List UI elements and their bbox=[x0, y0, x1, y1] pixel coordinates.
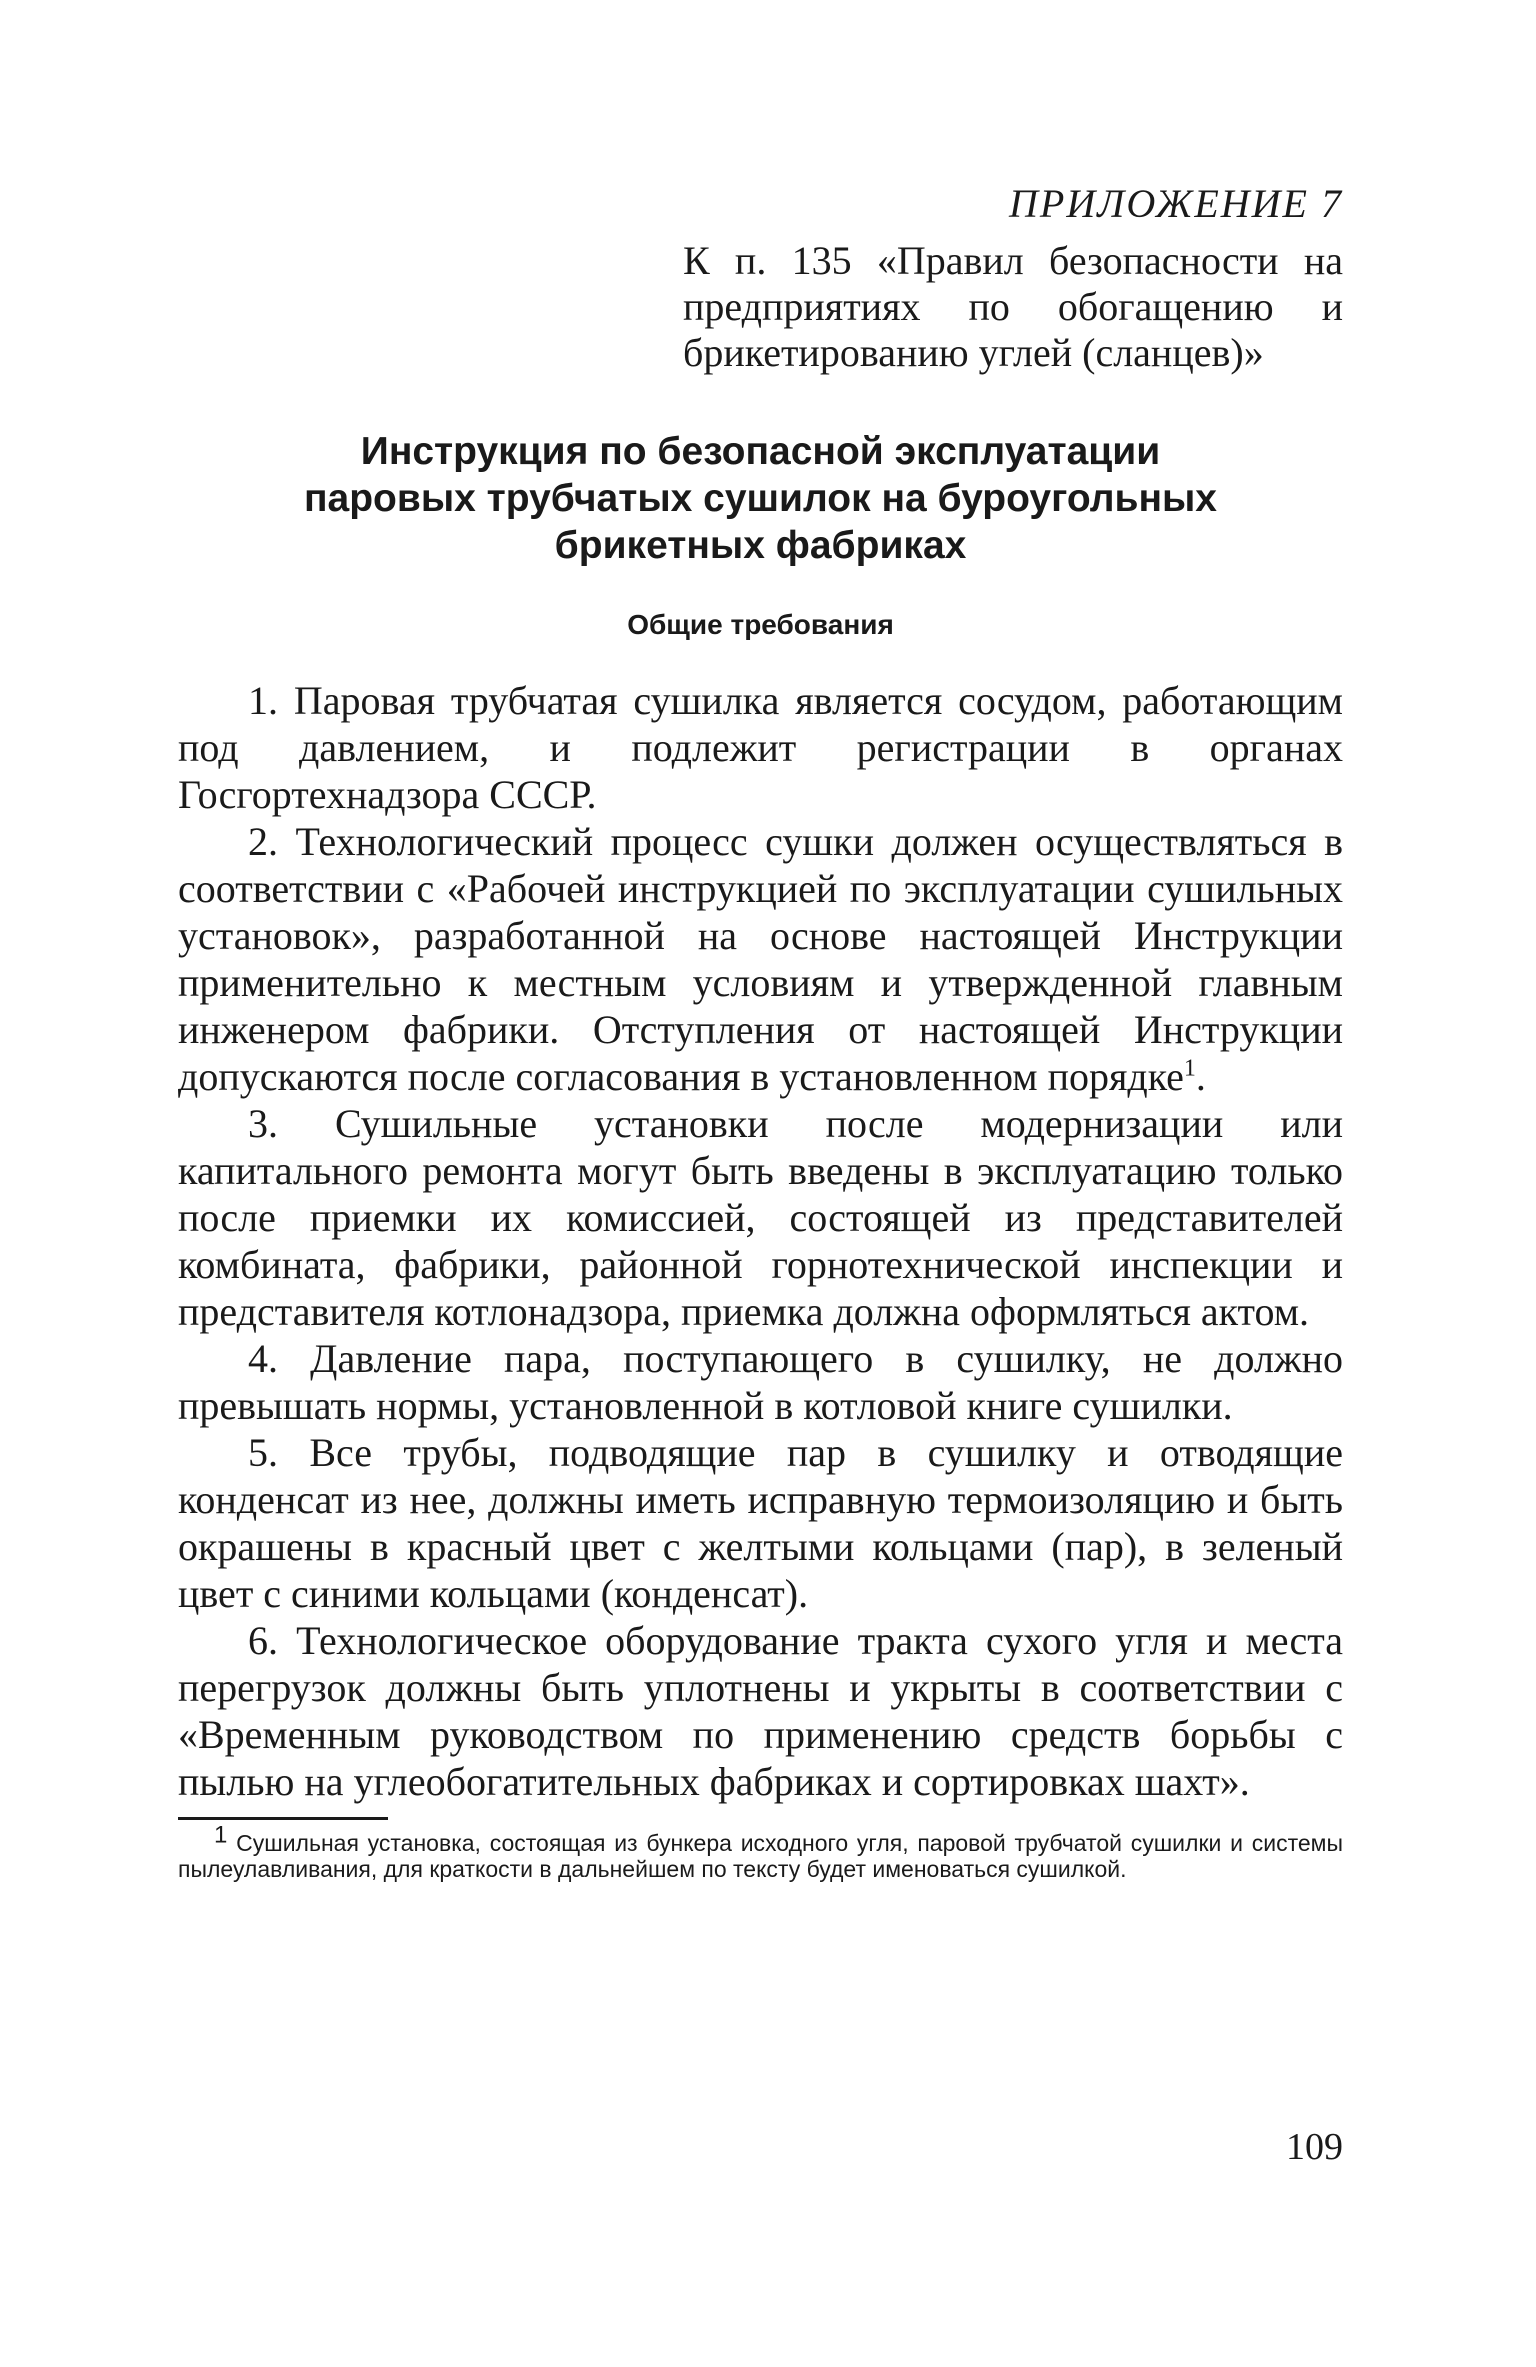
document-title bbox=[178, 428, 1343, 569]
title-line-1: Инструкция по безопасной эксплуатации bbox=[360, 430, 1161, 473]
title-line-2: паровых трубчатых сушилок на буроугольных bbox=[303, 477, 1217, 520]
document-page bbox=[178, 178, 1343, 1882]
page-number: 109 bbox=[1286, 2126, 1343, 2168]
rule-reference: К п. 135 «Правил безопасности на предприятиях по обогащению и брикетированию углей (сланцев)» bbox=[683, 238, 1343, 375]
paragraph-5: 5. Все трубы, подводящие пар в сушилку и отводящие конденсат из нее, должны иметь исправную термоизоляцию и быть окрашены в красный цвет с желтыми кольцами (пар), в зеленый цвет с синими кольцами (конденсат). bbox=[178, 1430, 1343, 1616]
document-body bbox=[178, 677, 1343, 1805]
footnote-text: Сушильная установка, состоящая из бункера исходного угля, паровой трубчатой сушилки и системы пылеулавливания, для краткости в дальнейшем по тексту будет именоваться сушилкой. bbox=[178, 1830, 1343, 1882]
paragraph-2-text: 2. Технологический процесс сушки должен осуществляться в соответствии с «Рабочей инструкцией по эксплуатации сушильных установок», разработанной на основе настоящей Инструкции применительно к местным условиям и утвержденной главным инженером фабрики. Отступления от настоящей Инструкции допускаются после согласования в установленном порядке bbox=[178, 819, 1343, 1099]
paragraph-2-end: . bbox=[1195, 1054, 1206, 1099]
paragraph-1: 1. Паровая трубчатая сушилка является сосудом, работающим под давлением, и подлежит регистрации в органах Госгортехнадзора СССР. bbox=[178, 678, 1343, 817]
footnote bbox=[178, 1821, 1343, 1882]
footnote-marker: 1 bbox=[214, 1821, 228, 1849]
paragraph-4: 4. Давление пара, поступающего в сушилку, не должно превышать нормы, установленной в котловой книге сушилки. bbox=[178, 1336, 1343, 1428]
paragraph-2 bbox=[178, 818, 1343, 1100]
appendix-label: ПРИЛОЖЕНИЕ 7 bbox=[1009, 181, 1343, 226]
paragraph-3: 3. Сушильные установки после модернизации или капитального ремонта могут быть введены в эксплуатацию только после приемки их комиссией, состоящей из представителей комбината, фабрики, районной горнотехнической инспекции и представителя котлонадзора, приемка должна оформляться актом. bbox=[178, 1101, 1343, 1334]
paragraph-6: 6. Технологическое оборудование тракта сухого угля и места перегрузок должны быть уплотнены и укрыты в соответствии с «Временным руководством по применению средств борьбы с пылью на углеобогатительных фабриках и сортировках шахт». bbox=[178, 1618, 1343, 1804]
title-line-3: брикетных фабриках bbox=[554, 524, 967, 567]
section-title: Общие требования bbox=[627, 609, 894, 640]
footnote-ref: 1 bbox=[1183, 1055, 1196, 1082]
footnote-divider bbox=[178, 1817, 388, 1820]
